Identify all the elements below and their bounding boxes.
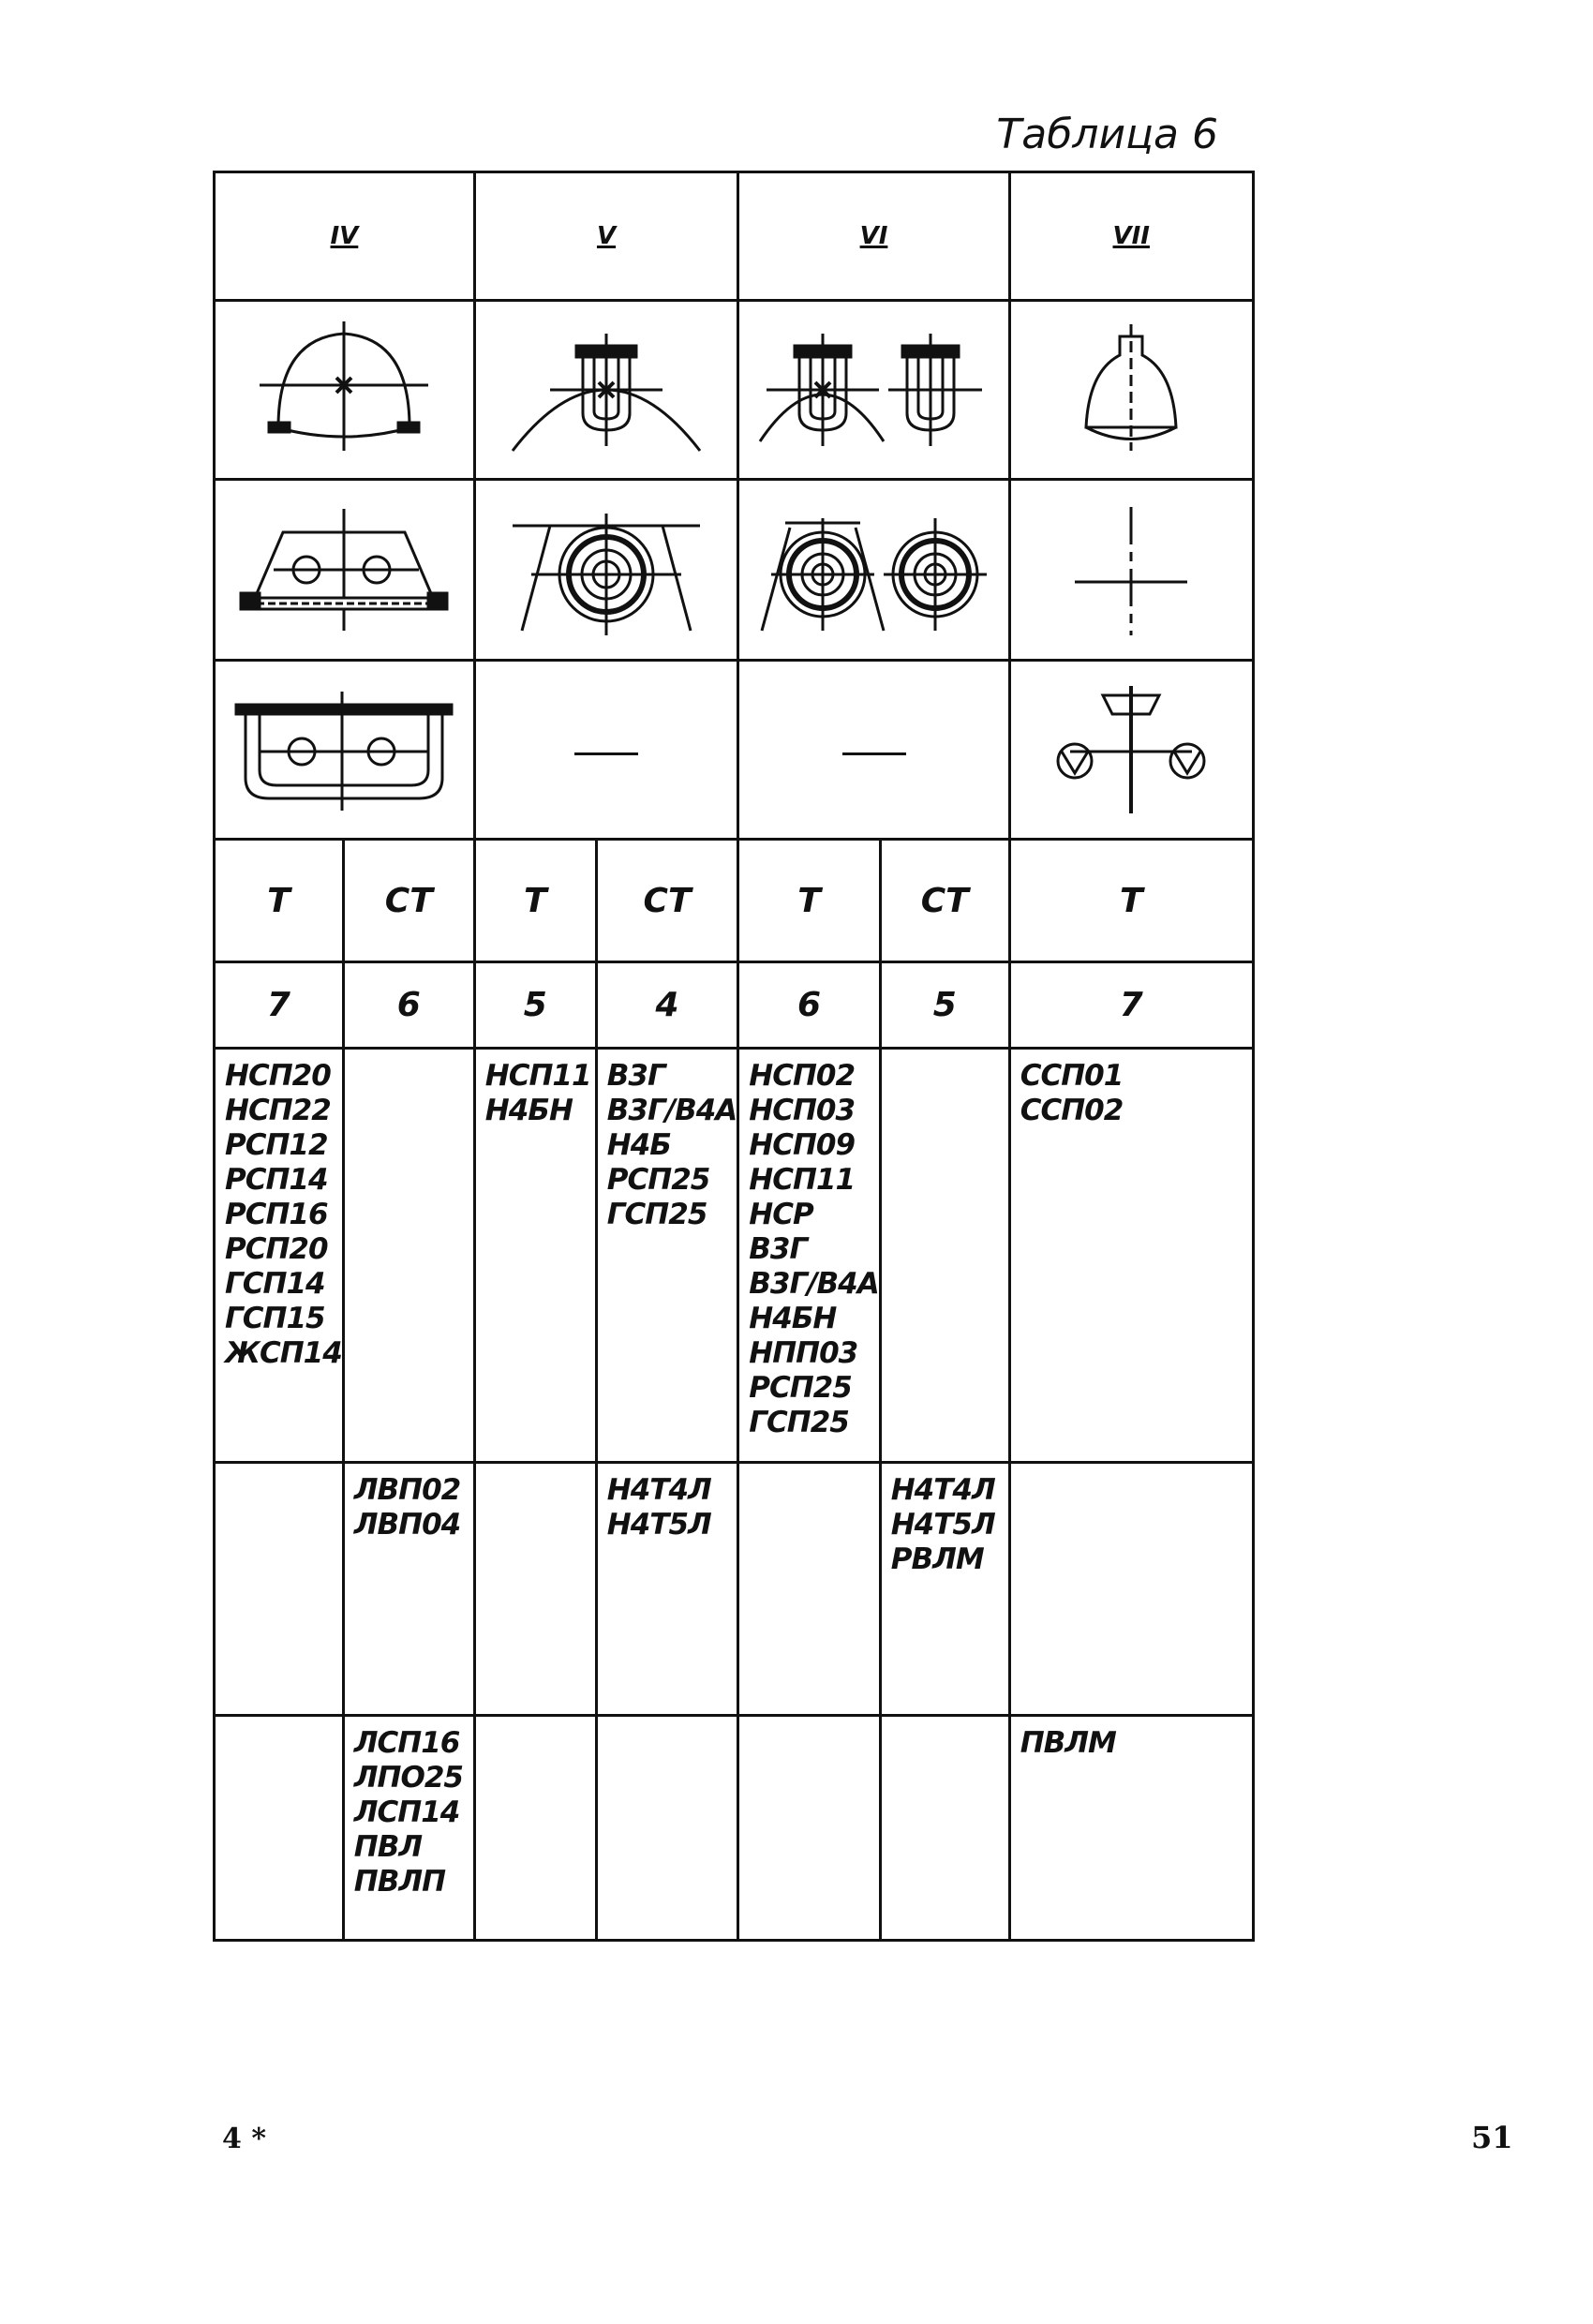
roman-label: IV: [330, 222, 359, 250]
type-list-cell: [880, 1049, 1009, 1463]
mode-cell: СТ: [343, 840, 474, 962]
drawing-cell: [738, 480, 1009, 661]
type-list-cell: [1009, 1049, 1253, 1463]
roman-label: VI: [859, 222, 888, 250]
type-code: ПВЛ: [353, 1830, 423, 1864]
class-cell: 7: [1009, 962, 1253, 1049]
class-cell: 6: [738, 962, 880, 1049]
type-code: В3Г: [606, 1059, 665, 1093]
type-code: ЛВП04: [353, 1508, 461, 1542]
mode-row: [215, 840, 1254, 962]
cross-axis-icon: [1065, 499, 1197, 640]
type-list-cell: [738, 1463, 880, 1716]
type-code: РСП25: [749, 1371, 852, 1405]
type-code: В3Г/В4А: [606, 1094, 737, 1127]
lamp-bell-icon: [1065, 320, 1197, 460]
mode-cell: Т: [1009, 840, 1253, 962]
type-code: ССП01: [1020, 1059, 1124, 1093]
dash-cell: [738, 661, 1009, 840]
type-list-cell: [596, 1049, 737, 1463]
header-cell-vii: [1009, 172, 1253, 301]
type-code: ЛВП02: [353, 1473, 461, 1507]
type-list-cell: [1009, 1463, 1253, 1716]
type-list-cell: [215, 1716, 344, 1941]
type-code: РСП25: [606, 1163, 710, 1197]
type-list-cell: [474, 1049, 596, 1463]
class-cell: 7: [215, 962, 344, 1049]
type-row-3: [215, 1716, 1254, 1941]
type-code: ЛСП14: [353, 1795, 460, 1829]
type-code: НПП03: [749, 1336, 858, 1370]
lamp-dome-icon: [250, 320, 438, 460]
table-caption: Таблица 6: [996, 111, 1218, 158]
type-code: РСП16: [225, 1198, 328, 1231]
type-code: НСП22: [225, 1094, 331, 1127]
type-list-cell: [343, 1716, 474, 1941]
header-cell-v: [474, 172, 737, 301]
type-code: ЛПО25: [353, 1761, 463, 1795]
type-list-cell: [474, 1716, 596, 1941]
type-code: НСП03: [749, 1094, 856, 1127]
type-code: В3Г: [749, 1232, 808, 1266]
type-code: Н4Б: [606, 1128, 671, 1162]
type-code: НСП11: [484, 1059, 591, 1093]
type-code: Н4БН: [484, 1094, 573, 1127]
luminaire-table: [213, 171, 1255, 1942]
type-list-cell: [880, 1716, 1009, 1941]
class-row: [215, 962, 1254, 1049]
header-cell-iv: [215, 172, 475, 301]
type-code: В3Г/В4А: [749, 1267, 879, 1301]
lamp-u-bracket-icon: [752, 320, 996, 460]
class-cell: 6: [343, 962, 474, 1049]
type-list-cell: [596, 1716, 737, 1941]
type-code: ССП02: [1020, 1094, 1124, 1127]
lamp-ring-icon: [494, 499, 719, 640]
mode-cell: Т: [474, 840, 596, 962]
type-code: Н4Т5Л: [890, 1508, 995, 1542]
header-row: [215, 172, 1254, 301]
drawing-cell: [738, 301, 1009, 480]
header-cell-vi: [738, 172, 1009, 301]
mode-cell: СТ: [880, 840, 1009, 962]
type-code: НСП02: [749, 1059, 856, 1093]
type-code: Н4БН: [749, 1302, 837, 1335]
drawing-cell: [474, 480, 737, 661]
roman-label: V: [596, 222, 617, 250]
type-code: ГСП14: [225, 1267, 325, 1301]
type-list-cell: [474, 1463, 596, 1716]
drawing-cell: [1009, 480, 1253, 661]
dash-mark: [574, 752, 638, 755]
type-code: РСП12: [225, 1128, 328, 1162]
class-cell: 5: [474, 962, 596, 1049]
type-code: Н4Т4Л: [606, 1473, 711, 1507]
type-code: НСП11: [749, 1163, 856, 1197]
drawing-row-2: [215, 480, 1254, 661]
type-code: ПВЛМ: [1020, 1726, 1116, 1760]
drawing-cell: [1009, 301, 1253, 480]
type-list-cell: [738, 1716, 880, 1941]
type-code: ГСП25: [749, 1406, 849, 1439]
mode-cell: СТ: [596, 840, 737, 962]
type-code: ПВЛП: [353, 1865, 446, 1899]
type-list-cell: [738, 1049, 880, 1463]
type-code: ЛСП16: [353, 1726, 460, 1760]
footer-signature-mark: 4 *: [222, 2123, 267, 2155]
lamp-cross-section-icon: [231, 684, 456, 815]
type-code: НСП09: [749, 1128, 856, 1162]
drawing-cell: [474, 301, 737, 480]
lamp-plan-icon: [236, 504, 452, 635]
class-cell: 5: [880, 962, 1009, 1049]
mode-cell: Т: [215, 840, 344, 962]
drawing-cell: [215, 480, 475, 661]
lamp-ring-icon: [752, 499, 996, 640]
drawing-row-3: [215, 661, 1254, 840]
type-code: ГСП15: [225, 1302, 325, 1335]
dash-mark: [842, 752, 906, 755]
type-row-2: [215, 1463, 1254, 1716]
type-code: ЖСП14: [225, 1336, 342, 1370]
drawing-cell: [215, 661, 475, 840]
type-code: НСП20: [225, 1059, 331, 1093]
type-list-cell: [215, 1463, 344, 1716]
type-row-1: [215, 1049, 1254, 1463]
type-code: ГСП25: [606, 1198, 707, 1231]
page-number: 51: [1471, 2120, 1513, 2155]
class-cell: 4: [596, 962, 737, 1049]
type-code: РВЛМ: [890, 1542, 984, 1576]
drawing-row-1: [215, 301, 1254, 480]
drawing-cell: [215, 301, 475, 480]
type-list-cell: [1009, 1716, 1253, 1941]
mode-cell: Т: [738, 840, 880, 962]
type-code: Н4Т5Л: [606, 1508, 711, 1542]
dash-cell: [474, 661, 737, 840]
type-list-cell: [343, 1463, 474, 1716]
drawing-cell: [1009, 661, 1253, 840]
lamp-pendant-icon: [1037, 684, 1225, 815]
type-code: Н4Т4Л: [890, 1473, 995, 1507]
type-list-cell: [343, 1049, 474, 1463]
type-code: НСР: [749, 1198, 813, 1231]
type-list-cell: [596, 1463, 737, 1716]
roman-label: VII: [1112, 222, 1150, 250]
type-code: РСП20: [225, 1232, 328, 1266]
type-list-cell: [215, 1049, 344, 1463]
type-list-cell: [880, 1463, 1009, 1716]
lamp-u-bracket-icon: [494, 320, 719, 460]
type-code: РСП14: [225, 1163, 328, 1197]
